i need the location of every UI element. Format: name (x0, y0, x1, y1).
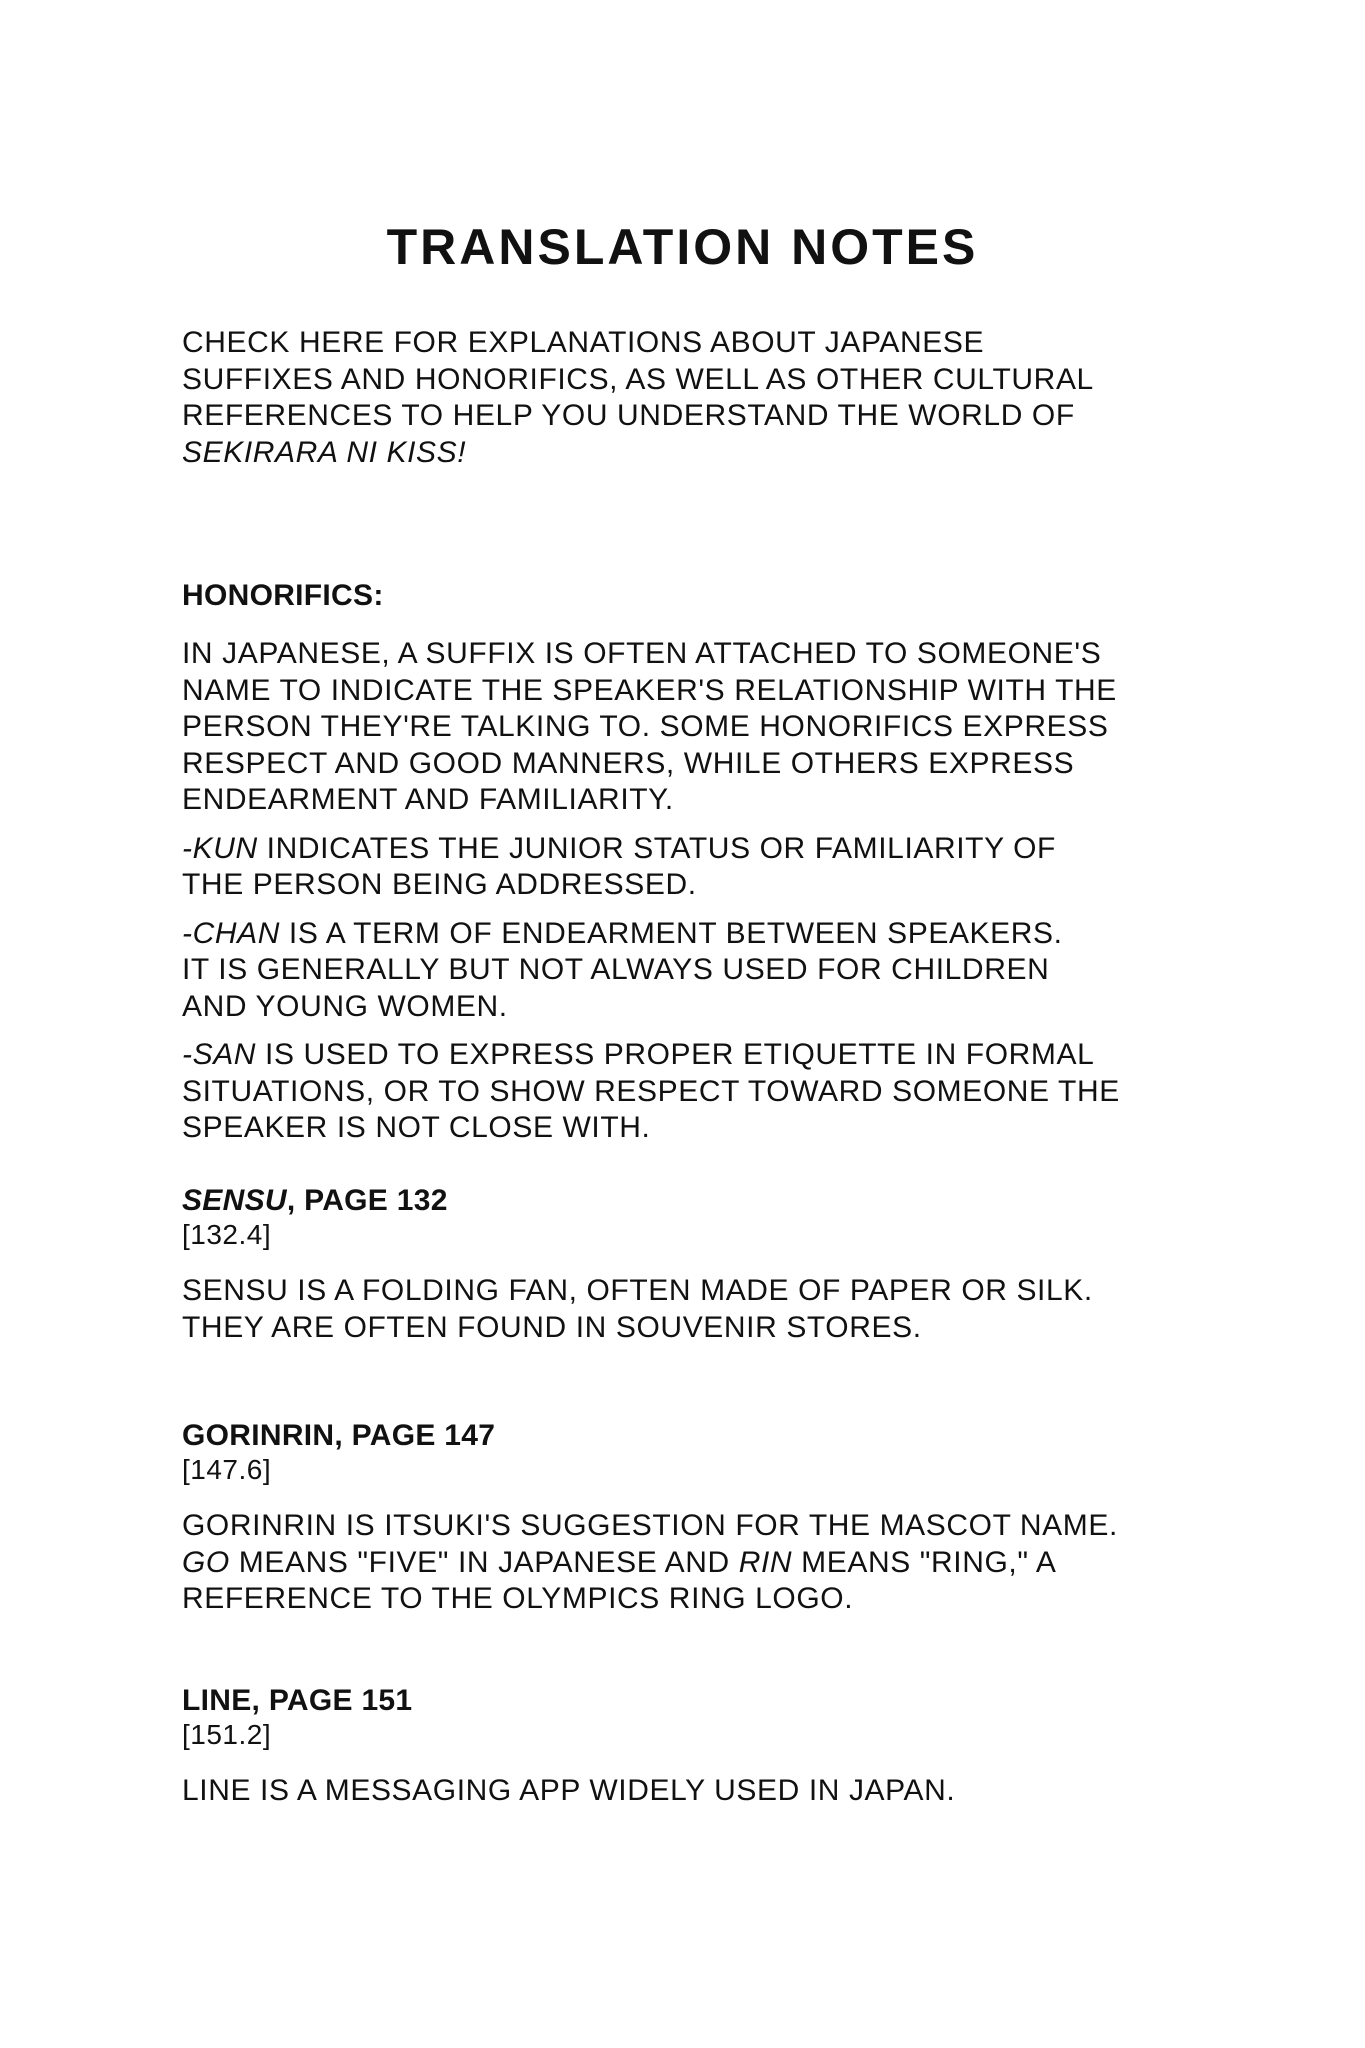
note-body (182, 1508, 1142, 1618)
note-term: SENSU (182, 1184, 287, 1217)
honorific-item-chan (182, 916, 1082, 1026)
honorifics-section (182, 578, 1182, 1147)
note-body-text: GORINRIN IS ITSUKI'S SUGGESTION FOR THE MASCOT NAME. (182, 1509, 1118, 1542)
term-go: GO (182, 1545, 230, 1579)
honorifics-description: IN JAPANESE, A SUFFIX IS OFTEN ATTACHED TO SOMEONE'S NAME TO INDICATE THE SPEAKER'S RELATIONSHIP WITH THE PERSON THEY'RE TALKING TO. SOME HONORIFICS EXPRESS RESPECT AND GOOD MANNERS, WHILE OTHERS EXPRESS ENDEARMENT AND FAMILIARITY. (182, 637, 1117, 816)
note-body-text: MEANS "FIVE" IN JAPANESE AND (229, 1545, 739, 1579)
honorific-term: -SAN (182, 1038, 257, 1071)
note-gorinrin (182, 1418, 1182, 1618)
intro-paragraph (182, 325, 1142, 471)
note-term: LINE (182, 1684, 252, 1717)
note-reference: [132.4] (182, 1219, 272, 1250)
note-reference: [147.6] (182, 1454, 272, 1485)
note-page: , PAGE 151 (251, 1684, 413, 1717)
note-heading (182, 1183, 1182, 1219)
note-heading (182, 1683, 1182, 1719)
honorific-text: INDICATES THE JUNIOR STATUS OR FAMILIARITY OF THE PERSON BEING ADDRESSED. (182, 831, 1056, 901)
honorific-item-kun (182, 831, 1112, 904)
note-heading (182, 1418, 1182, 1454)
intro-text: CHECK HERE FOR EXPLANATIONS ABOUT JAPANESE SUFFIXES AND HONORIFICS, AS WELL AS OTHER CULTURAL REFERENCES TO HELP YOU UNDERSTAND THE WORLD OF (182, 326, 1093, 432)
intro-section (182, 325, 1182, 471)
note-page: , PAGE 132 (286, 1184, 448, 1217)
honorific-item-san (182, 1037, 1142, 1147)
honorific-text: IS A TERM OF ENDEARMENT BETWEEN SPEAKERS. IT IS GENERALLY BUT NOT ALWAYS USED FOR CHILDREN AND YOUNG WOMEN. (182, 916, 1063, 1023)
note-page: , PAGE 147 (334, 1419, 496, 1452)
honorific-term: -CHAN (182, 916, 280, 950)
note-line (182, 1683, 1182, 1810)
note-sensu (182, 1183, 1182, 1346)
series-title: SEKIRARA NI KISS! (182, 435, 467, 469)
honorific-term: -KUN (182, 831, 258, 865)
honorific-text: IS USED TO EXPRESS PROPER ETIQUETTE IN FORMAL SITUATIONS, OR TO SHOW RESPECT TOWARD SOMEONE THE SPEAKER IS NOT CLOSE WITH. (182, 1038, 1120, 1144)
note-body-text: MEANS "RING," A REFERENCE TO THE OLYMPICS RING LOGO. (182, 1545, 1055, 1615)
note-body: LINE IS A MESSAGING APP WIDELY USED IN JAPAN. (182, 1774, 956, 1807)
page-title: TRANSLATION NOTES (386, 219, 979, 275)
term-rin: RIN (738, 1545, 793, 1579)
note-reference: [151.2] (182, 1719, 272, 1750)
honorifics-heading: HONORIFICS: (182, 579, 384, 612)
note-term: GORINRIN (182, 1419, 335, 1452)
note-body: SENSU IS A FOLDING FAN, OFTEN MADE OF PAPER OR SILK. THEY ARE OFTEN FOUND IN SOUVENIR STORES. (182, 1274, 1093, 1344)
